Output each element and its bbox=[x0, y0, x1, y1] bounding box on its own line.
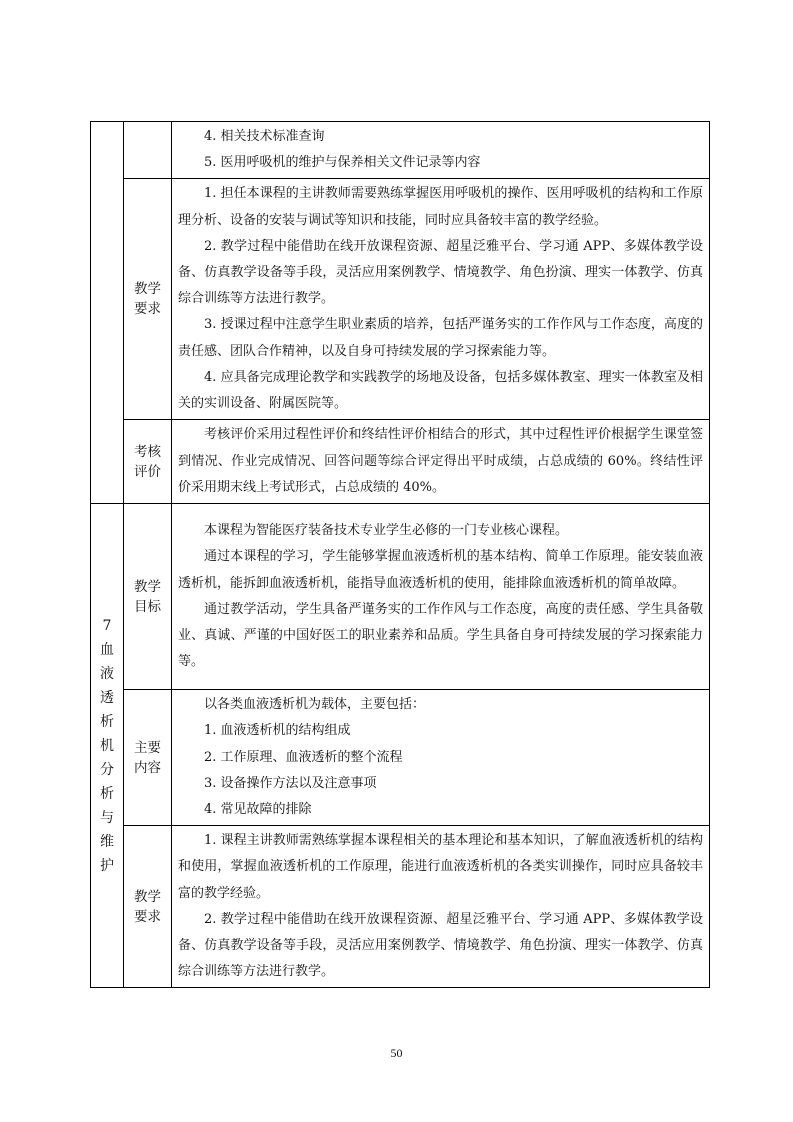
section7-teaching-req bbox=[172, 826, 710, 988]
paragraph: 考核评价采用过程性评价和终结性评价相结合的形式，其中过程性评价根据学生课堂签到情况、作业完成情况、回答问题等综合评定得出平时成绩，占总成绩的 60%。终结性评价采用期末线上考试形式，占总成绩的 40%。 bbox=[178, 427, 703, 495]
section7-content-label: 主要 内容 bbox=[124, 690, 172, 826]
table-row bbox=[91, 504, 710, 690]
list-item: 2. 工作原理、血液透析的整个流程 bbox=[204, 749, 403, 765]
paragraph: 3. 授课过程中注意学生职业素质的培养，包括严谨务实的工作作风与工作态度，高度的责任感、团队合作精神，以及自身可持续发展的学习探索能力等。 bbox=[178, 317, 703, 359]
list-item: 4. 相关技术标准查询 bbox=[204, 129, 325, 144]
section7-title-cell: 7 血 液 透 析 机 分 析 与 维 护 bbox=[91, 504, 124, 988]
section7-number: 7 bbox=[102, 617, 112, 634]
paragraph: 1. 课程主讲教师需熟练掌握本课程相关的基本理论和基本知识，了解血液透析机的结构和使用，掌握血液透析机的工作原理，能进行血液透析机的各类实训操作，同时应具备较丰富的教学经验。 bbox=[178, 833, 703, 901]
list-item: 1. 血液透析机的结构组成 bbox=[204, 723, 351, 739]
section6-number-cell bbox=[91, 122, 124, 504]
list-item: 4. 常见故障的排除 bbox=[204, 802, 312, 818]
section6-teaching-req-label: 教学 要求 bbox=[124, 179, 172, 420]
section6-content-cell bbox=[172, 122, 710, 179]
paragraph: 2. 教学过程中能借助在线开放课程资源、超星泛雅平台、学习通 APP、多媒体教学设备、仿真教学设备等手段，灵活应用案例教学、情境教学、角色扮演、理实一体教学、仿真综合训练等方法进行教学。 bbox=[178, 911, 703, 980]
paragraph: 通过教学活动，学生具备严谨务实的工作作风与工作态度，高度的责任感、学生具备敬业、真诚、严谨的中国好医工的职业素养和品质。学生具备自身可持续发展的学习探索能力等。 bbox=[178, 601, 703, 670]
section6-content-label-cell bbox=[124, 122, 172, 179]
section7-content bbox=[172, 690, 710, 826]
table-row bbox=[91, 420, 710, 504]
section7-teaching-req-label: 教学 要求 bbox=[124, 826, 172, 988]
paragraph: 2. 教学过程中能借助在线开放课程资源、超星泛雅平台、学习通 APP、多媒体教学设备、仿真教学设备等手段，灵活应用案例教学、情境教学、角色扮演、理实一体教学、仿真综合训练等方法进行教学。 bbox=[178, 238, 703, 307]
course-table bbox=[90, 121, 710, 988]
section6-assessment bbox=[172, 420, 710, 504]
paragraph: 通过本课程的学习，学生能够掌握血液透析机的基本结构、简单工作原理。能安装血液透析机，能拆卸血液透析机，能指导血液透析机的使用，能排除血液透析机的简单故障。 bbox=[178, 549, 703, 591]
table-row bbox=[91, 122, 710, 179]
section7-goals bbox=[172, 504, 710, 690]
page-number: 50 bbox=[390, 1046, 403, 1060]
list-item: 3. 设备操作方法以及注意事项 bbox=[204, 775, 377, 791]
section7-goals-label: 教学 目标 bbox=[124, 504, 172, 690]
paragraph: 1. 担任本课程的主讲教师需要熟练掌握医用呼吸机的操作、医用呼吸机的结构和工作原理分析、设备的安装与调试等知识和技能，同时应具备较丰富的教学经验。 bbox=[178, 186, 703, 228]
section6-teaching-req bbox=[172, 179, 710, 420]
table-row bbox=[91, 179, 710, 420]
section6-assessment-label: 考核 评价 bbox=[124, 420, 172, 504]
list-item: 5. 医用呼吸机的维护与保养相关文件记录等内容 bbox=[204, 155, 481, 171]
table-row bbox=[91, 690, 710, 826]
paragraph: 4. 应具备完成理论教学和实践教学的场地及设备，包括多媒体教室、理实一体教室及相关的实训设备、附属医院等。 bbox=[178, 369, 703, 412]
paragraph: 以各类血液透析机为载体，主要包括： bbox=[204, 697, 426, 713]
table-row bbox=[91, 826, 710, 988]
paragraph: 本课程为智能医疗装备技术专业学生必修的一门专业核心课程。 bbox=[204, 523, 569, 539]
